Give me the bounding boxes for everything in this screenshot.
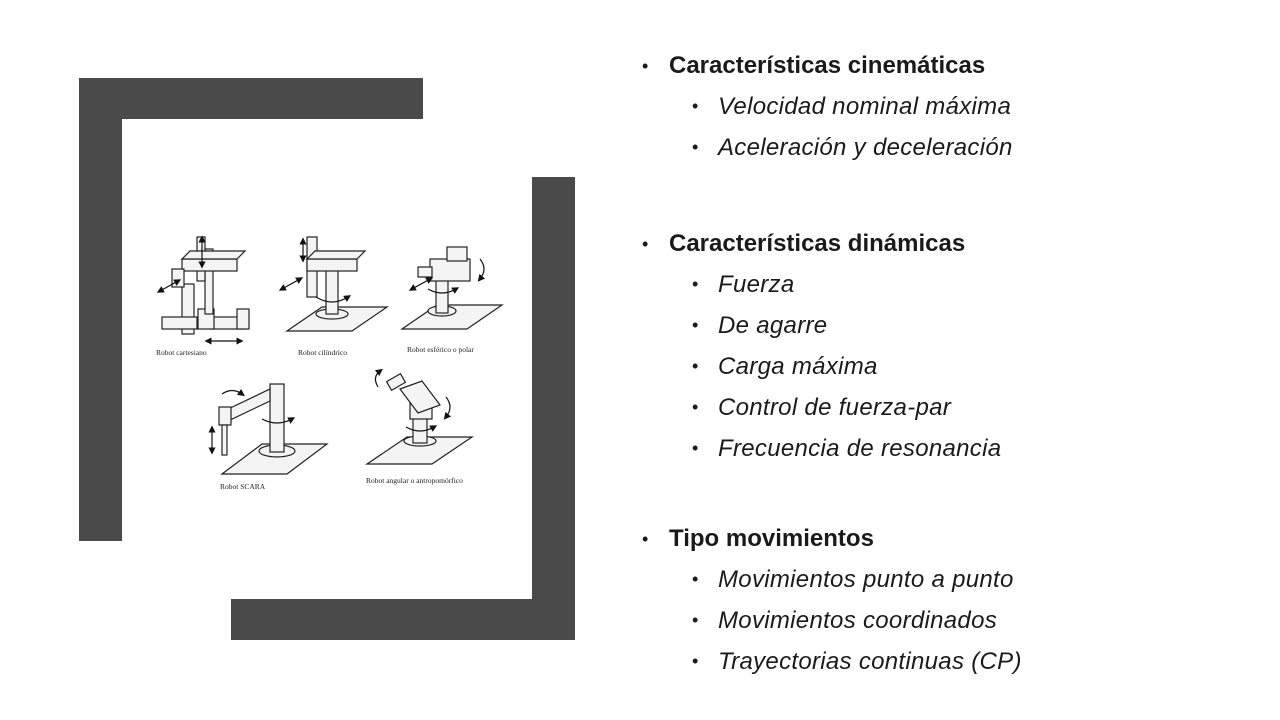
- item-text: Fuerza: [718, 271, 795, 298]
- heading-text: Tipo movimientos: [669, 525, 874, 552]
- cartesian-robot-drawing: [160, 237, 249, 341]
- list-item: [640, 600, 1022, 641]
- list-item: [640, 559, 1022, 600]
- item-text: Movimientos punto a punto: [718, 566, 1014, 593]
- item-text: Trayectorias continuas (CP): [718, 648, 1022, 675]
- section-heading: [640, 46, 1013, 86]
- caption-cartesian: Robot cartesiano: [156, 348, 207, 357]
- heading-text: Características cinemáticas: [669, 52, 986, 79]
- frame-bar-left: [79, 78, 122, 541]
- angular-robot-drawing: [367, 371, 472, 464]
- caption-cylindrical: Robot cilíndrico: [298, 348, 347, 357]
- list-item: [640, 428, 1001, 469]
- caption-scara: Robot SCARA: [220, 482, 266, 491]
- bullet-marker: •: [642, 56, 649, 76]
- list-item: [640, 387, 1001, 428]
- cylindrical-robot-drawing: [282, 237, 387, 331]
- item-text: Aceleración y deceleración: [718, 134, 1013, 161]
- bullet-marker: •: [692, 356, 699, 376]
- bullet-marker: •: [692, 397, 699, 417]
- item-text: Carga máxima: [718, 353, 878, 380]
- heading-text: Características dinámicas: [669, 230, 966, 257]
- bullet-marker: •: [692, 610, 699, 630]
- list-item: [640, 346, 1001, 387]
- section-heading: [640, 224, 1001, 264]
- list-item: [640, 264, 1001, 305]
- bullet-marker: •: [692, 137, 699, 157]
- bullet-marker: •: [642, 529, 649, 549]
- section-dynamic: [640, 224, 1001, 469]
- list-item: [640, 86, 1013, 127]
- bullet-marker: •: [692, 569, 699, 589]
- bullet-marker: •: [692, 438, 699, 458]
- item-text: Frecuencia de resonancia: [718, 435, 1002, 462]
- spherical-robot-drawing: [402, 247, 502, 329]
- bullet-content: [640, 0, 1260, 720]
- robot-configurations-figure: [122, 119, 532, 599]
- item-text: Velocidad nominal máxima: [718, 93, 1012, 120]
- frame-bar-right: [532, 177, 575, 640]
- bullet-marker: •: [692, 96, 699, 116]
- caption-spherical: Robot esférico o polar: [407, 345, 474, 354]
- robot-diagram: [122, 119, 532, 599]
- item-text: De agarre: [718, 312, 828, 339]
- bullet-marker: •: [642, 234, 649, 254]
- item-text: Control de fuerza-par: [718, 394, 952, 421]
- section-heading: [640, 519, 1022, 559]
- list-item: [640, 641, 1022, 682]
- bullet-marker: •: [692, 274, 699, 294]
- section-movements: [640, 519, 1022, 682]
- scara-robot-drawing: [212, 384, 327, 474]
- section-kinematic: [640, 46, 1013, 168]
- list-item: [640, 127, 1013, 168]
- bullet-marker: •: [692, 651, 699, 671]
- bullet-marker: •: [692, 315, 699, 335]
- frame-bar-top: [79, 78, 423, 119]
- list-item: [640, 305, 1001, 346]
- item-text: Movimientos coordinados: [718, 607, 998, 634]
- frame-bar-bottom: [231, 599, 575, 640]
- caption-angular: Robot angular o antropomórfico: [366, 476, 463, 485]
